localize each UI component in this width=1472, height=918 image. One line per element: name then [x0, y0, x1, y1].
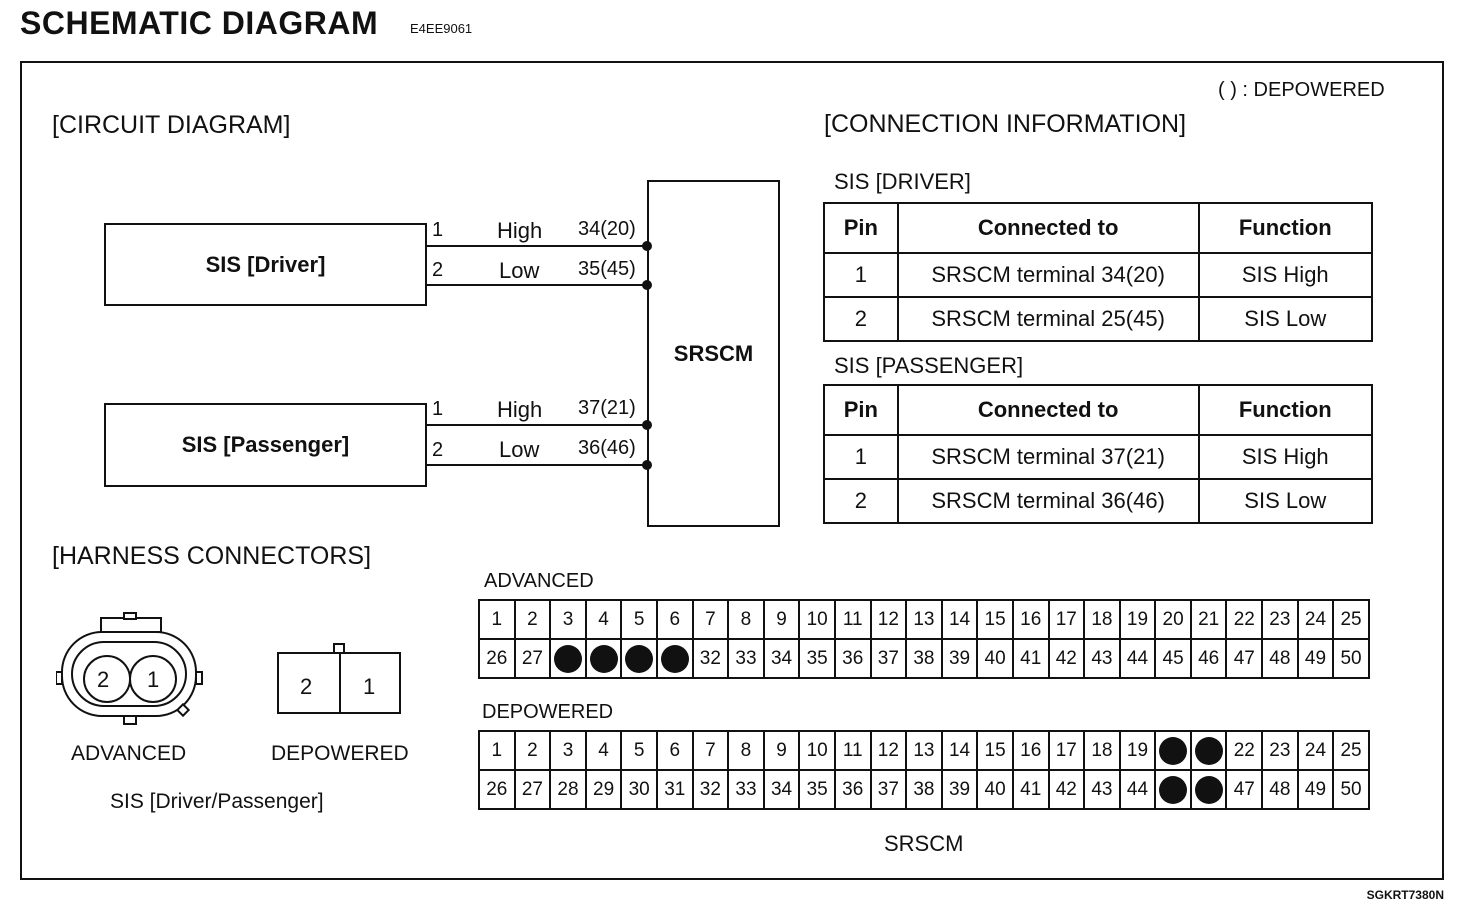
driver-table-title: SIS [DRIVER]: [834, 169, 971, 194]
pin-number: 40: [984, 778, 1006, 800]
header-function: Function: [1199, 203, 1372, 253]
pin-cell: [621, 731, 657, 770]
pin-number: 18: [1091, 608, 1113, 630]
pin-cell: [1298, 770, 1334, 809]
pin-number: 22: [1233, 739, 1255, 761]
pin-number: 44: [1126, 778, 1149, 800]
pin-cell: [764, 770, 800, 809]
cell-connected: SRSCM terminal 36(46): [898, 479, 1199, 523]
pin-cell: [1120, 731, 1156, 770]
pin-number: 24: [1304, 739, 1327, 761]
pin-cell: [906, 770, 942, 809]
pin-row: [479, 639, 1369, 678]
pin-number: 41: [1020, 778, 1042, 800]
document-code: E4EE9061: [410, 21, 473, 36]
header-pin: Pin: [824, 203, 898, 253]
driver-low-wire: [427, 284, 648, 286]
pin-cell: [764, 600, 800, 639]
pin-cell: [1262, 770, 1298, 809]
pin-cell: [1333, 770, 1369, 809]
pin-number: 16: [1020, 608, 1042, 630]
pin-number: 17: [1055, 608, 1077, 630]
depowered-pin-left: 2: [300, 674, 313, 699]
pin-cell: [1226, 639, 1262, 678]
depowered-grid-title: DEPOWERED: [482, 701, 614, 723]
pin-number: 10: [806, 739, 828, 761]
pin-cell: [1155, 600, 1191, 639]
pin-number: 15: [984, 739, 1006, 761]
cell-function: SIS High: [1199, 253, 1372, 297]
pin-cell: [1013, 731, 1049, 770]
pin-number: 7: [705, 608, 716, 630]
pin-cell: [1191, 600, 1227, 639]
pin-number: 30: [628, 778, 650, 800]
harness-connectors-heading: [HARNESS CONNECTORS]: [52, 542, 372, 570]
cell-function: SIS High: [1199, 435, 1372, 479]
passenger-high-label: High: [497, 397, 543, 422]
passenger-pin1: 1: [432, 398, 444, 420]
pin-cell: [1155, 639, 1191, 678]
used-pin-marker: [554, 645, 582, 673]
pin-cell: [1155, 770, 1191, 809]
advanced-connector-label: ADVANCED: [71, 742, 187, 765]
pin-number: 15: [984, 608, 1006, 630]
pin-number: 31: [664, 778, 686, 800]
passenger-high-junction: [642, 420, 652, 430]
pin-cell: [728, 600, 764, 639]
used-pin-marker: [625, 645, 653, 673]
pin-cell: [657, 731, 693, 770]
passenger-low-wire: [427, 464, 648, 466]
pin-number: 2: [527, 739, 538, 761]
pin-cell: [906, 639, 942, 678]
pin-cell: [693, 731, 729, 770]
pin-number: 10: [806, 608, 828, 630]
pin-cell: [906, 600, 942, 639]
pin-number: 13: [913, 739, 935, 761]
driver-connection-table: [823, 202, 1373, 342]
pin-cell: [621, 770, 657, 809]
pin-number: 38: [913, 778, 935, 800]
pin-number: 14: [948, 739, 971, 761]
pin-number: 29: [593, 778, 615, 800]
pin-number: 39: [948, 647, 971, 669]
pin-cell: [835, 731, 871, 770]
pin-number: 12: [877, 739, 899, 761]
pin-cell: [1191, 731, 1227, 770]
pin-cell: [621, 600, 657, 639]
pin-cell: [586, 600, 622, 639]
pin-cell: [1049, 639, 1085, 678]
pin-number: 26: [486, 647, 508, 669]
pin-cell: [1191, 770, 1227, 809]
pin-cell: [799, 600, 835, 639]
pin-number: 35: [806, 647, 828, 669]
advanced-pin-grid: [478, 599, 1370, 679]
pin-number: 8: [740, 608, 752, 630]
driver-pin1: 1: [432, 219, 444, 241]
pin-number: 12: [877, 608, 899, 630]
pin-cell: [728, 731, 764, 770]
pin-cell: [1262, 731, 1298, 770]
pin-cell: [515, 600, 551, 639]
driver-high-terminal: 34(20): [578, 218, 636, 240]
pin-cell: [871, 600, 907, 639]
pin-cell: [871, 731, 907, 770]
passenger-connection-table: [823, 384, 1373, 524]
footer-code: SGKRT7380N: [1366, 888, 1444, 902]
driver-pin2: 2: [432, 259, 444, 281]
pin-cell: [479, 600, 515, 639]
pin-cell: [728, 770, 764, 809]
pin-number: 27: [521, 647, 543, 669]
pin-cell: [1226, 731, 1262, 770]
srscm-grid-label: SRSCM: [884, 831, 964, 856]
pin-cell: [1120, 770, 1156, 809]
page-title: SCHEMATIC DIAGRAM: [20, 5, 379, 41]
pin-cell: [1298, 731, 1334, 770]
pin-number: 49: [1304, 647, 1327, 669]
pin-cell: [977, 639, 1013, 678]
used-pin-marker: [590, 645, 618, 673]
pin-cell: [479, 731, 515, 770]
used-pin-marker: [1195, 737, 1223, 765]
pin-number: 1: [491, 608, 503, 630]
pin-number: 22: [1233, 608, 1255, 630]
pin-cell: [657, 770, 693, 809]
pin-number: 16: [1020, 739, 1042, 761]
pin-cell: [657, 639, 693, 678]
pin-number: 28: [557, 778, 579, 800]
table-row: [824, 253, 1372, 297]
pin-cell: [942, 770, 978, 809]
passenger-table-title: SIS [PASSENGER]: [834, 353, 1024, 378]
cell-connected: SRSCM terminal 37(21): [898, 435, 1199, 479]
pin-number: 18: [1091, 739, 1113, 761]
driver-high-junction: [642, 241, 652, 251]
pin-number: 33: [735, 778, 757, 800]
pin-number: 47: [1233, 647, 1255, 669]
pin-cell: [942, 639, 978, 678]
driver-low-label: Low: [499, 258, 540, 283]
header-pin: Pin: [824, 385, 898, 435]
pin-number: 48: [1269, 647, 1291, 669]
header-connected: Connected to: [898, 203, 1199, 253]
passenger-low-terminal: 36(46): [578, 437, 636, 459]
pin-number: 4: [598, 739, 609, 761]
advanced-pin-left: 2: [97, 667, 110, 692]
pin-cell: [764, 731, 800, 770]
passenger-low-label: Low: [499, 437, 540, 462]
passenger-pin2: 2: [432, 439, 444, 461]
depowered-pin-grid: [478, 730, 1370, 810]
pin-number: 34: [770, 778, 793, 800]
pin-number: 9: [776, 739, 787, 761]
pin-cell: [1262, 639, 1298, 678]
pin-number: 36: [842, 778, 864, 800]
pin-cell: [1120, 639, 1156, 678]
pin-cell: [693, 770, 729, 809]
pin-number: 6: [669, 739, 681, 761]
pin-cell: [586, 770, 622, 809]
pin-number: 43: [1091, 647, 1113, 669]
pin-number: 19: [1126, 739, 1149, 761]
pin-number: 3: [562, 739, 574, 761]
pin-number: 11: [842, 608, 863, 630]
pin-number: 35: [806, 778, 828, 800]
depowered-connector-latch: [333, 643, 345, 652]
pin-cell: [942, 731, 978, 770]
circuit-diagram-heading: [CIRCUIT DIAGRAM]: [52, 111, 291, 139]
srscm-box: SRSCM: [647, 180, 780, 527]
pin-cell: [1191, 639, 1227, 678]
pin-cell: [1298, 600, 1334, 639]
pin-number: 38: [913, 647, 935, 669]
pin-number: 23: [1269, 739, 1291, 761]
pin-cell: [479, 770, 515, 809]
cell-pin: 1: [824, 253, 898, 297]
pin-number: 42: [1055, 647, 1077, 669]
pin-number: 26: [486, 778, 508, 800]
pin-number: 45: [1162, 647, 1184, 669]
pin-cell: [1049, 770, 1085, 809]
pin-cell: [977, 731, 1013, 770]
used-pin-marker: [661, 645, 689, 673]
header-function: Function: [1199, 385, 1372, 435]
pin-cell: [799, 639, 835, 678]
header-connected: Connected to: [898, 385, 1199, 435]
pin-cell: [1049, 600, 1085, 639]
pin-number: 40: [984, 647, 1006, 669]
pin-cell: [1013, 770, 1049, 809]
pin-number: 20: [1162, 608, 1184, 630]
cell-pin: 1: [824, 435, 898, 479]
pin-cell: [1120, 600, 1156, 639]
passenger-high-terminal: 37(21): [578, 397, 636, 419]
pin-number: 24: [1304, 608, 1327, 630]
pin-number: 36: [842, 647, 864, 669]
pin-number: 5: [633, 739, 645, 761]
pin-cell: [799, 770, 835, 809]
pin-cell: [693, 639, 729, 678]
pin-cell: [835, 770, 871, 809]
pin-number: 13: [913, 608, 935, 630]
depowered-legend: ( ) : DEPOWERED: [1218, 79, 1385, 101]
cell-connected: SRSCM terminal 25(45): [898, 297, 1199, 341]
pin-cell: [835, 600, 871, 639]
pin-number: 11: [842, 739, 863, 761]
driver-low-junction: [642, 280, 652, 290]
pin-cell: [657, 600, 693, 639]
connection-info-heading: [CONNECTION INFORMATION]: [824, 110, 1187, 138]
sis-passenger-box: SIS [Passenger]: [104, 403, 427, 487]
pin-cell: [586, 731, 622, 770]
pin-cell: [871, 639, 907, 678]
sis-driver-box: SIS [Driver]: [104, 223, 427, 306]
used-pin-marker: [1195, 776, 1223, 804]
pin-cell: [977, 600, 1013, 639]
pin-cell: [1084, 639, 1120, 678]
pin-cell: [550, 639, 586, 678]
pin-number: 37: [877, 647, 899, 669]
pin-number: 14: [948, 608, 971, 630]
cell-connected: SRSCM terminal 34(20): [898, 253, 1199, 297]
pin-cell: [1013, 600, 1049, 639]
pin-number: 41: [1020, 647, 1042, 669]
pin-cell: [1262, 600, 1298, 639]
pin-number: 46: [1198, 647, 1220, 669]
pin-cell: [1333, 731, 1369, 770]
pin-number: 37: [877, 778, 899, 800]
depowered-connector-divider: [339, 652, 341, 714]
pin-cell: [1155, 731, 1191, 770]
pin-row: [479, 600, 1369, 639]
pin-number: 33: [735, 647, 757, 669]
pin-number: 25: [1340, 608, 1362, 630]
sis-connector-label: SIS [Driver/Passenger]: [110, 790, 324, 813]
pin-number: 1: [491, 739, 503, 761]
pin-cell: [550, 600, 586, 639]
pin-number: 9: [776, 608, 787, 630]
pin-number: 5: [633, 608, 645, 630]
pin-row: [479, 770, 1369, 809]
pin-number: 48: [1269, 778, 1291, 800]
pin-number: 21: [1198, 608, 1220, 630]
used-pin-marker: [1159, 776, 1187, 804]
pin-cell: [1049, 731, 1085, 770]
advanced-connector-icon: [56, 612, 206, 727]
pin-cell: [1298, 639, 1334, 678]
pin-cell: [871, 770, 907, 809]
pin-cell: [1226, 770, 1262, 809]
driver-high-label: High: [497, 218, 543, 243]
pin-number: 19: [1126, 608, 1149, 630]
pin-cell: [1084, 731, 1120, 770]
pin-cell: [550, 731, 586, 770]
pin-cell: [1226, 600, 1262, 639]
pin-cell: [1084, 770, 1120, 809]
pin-number: 50: [1340, 778, 1362, 800]
table-row: [824, 435, 1372, 479]
pin-cell: [764, 639, 800, 678]
pin-cell: [799, 731, 835, 770]
used-pin-marker: [1159, 737, 1187, 765]
pin-number: 32: [699, 778, 721, 800]
pin-number: 50: [1340, 647, 1362, 669]
pin-cell: [693, 600, 729, 639]
pin-cell: [1333, 639, 1369, 678]
pin-row: [479, 731, 1369, 770]
table-row: [824, 479, 1372, 523]
pin-number: 8: [740, 739, 752, 761]
pin-number: 6: [669, 608, 681, 630]
pin-number: 34: [770, 647, 793, 669]
cell-pin: 2: [824, 479, 898, 523]
pin-number: 2: [527, 608, 538, 630]
pin-number: 3: [562, 608, 574, 630]
driver-high-wire: [427, 245, 648, 247]
pin-number: 49: [1304, 778, 1327, 800]
cell-pin: 2: [824, 297, 898, 341]
pin-number: 47: [1233, 778, 1255, 800]
cell-function: SIS Low: [1199, 479, 1372, 523]
pin-number: 27: [521, 778, 543, 800]
driver-low-terminal: 35(45): [578, 258, 636, 280]
depowered-pin-right: 1: [363, 674, 376, 699]
passenger-low-junction: [642, 460, 652, 470]
cell-function: SIS Low: [1199, 297, 1372, 341]
pin-number: 32: [699, 647, 721, 669]
pin-cell: [515, 770, 551, 809]
table-row: [824, 297, 1372, 341]
pin-number: 25: [1340, 739, 1362, 761]
advanced-grid-title: ADVANCED: [484, 570, 594, 592]
pin-number: 44: [1126, 647, 1149, 669]
pin-cell: [1013, 639, 1049, 678]
depowered-connector-label: DEPOWERED: [271, 742, 409, 765]
pin-cell: [515, 731, 551, 770]
pin-number: 7: [705, 739, 716, 761]
pin-cell: [1084, 600, 1120, 639]
pin-number: 39: [948, 778, 971, 800]
pin-cell: [479, 639, 515, 678]
pin-number: 42: [1055, 778, 1077, 800]
pin-number: 23: [1269, 608, 1291, 630]
pin-number: 4: [598, 608, 609, 630]
pin-cell: [621, 639, 657, 678]
passenger-high-wire: [427, 424, 648, 426]
pin-cell: [1333, 600, 1369, 639]
pin-number: 43: [1091, 778, 1113, 800]
pin-cell: [906, 731, 942, 770]
advanced-pin-right: 1: [147, 667, 160, 692]
pin-cell: [728, 639, 764, 678]
pin-cell: [515, 639, 551, 678]
pin-cell: [586, 639, 622, 678]
pin-cell: [942, 600, 978, 639]
pin-number: 17: [1055, 739, 1077, 761]
pin-cell: [550, 770, 586, 809]
pin-cell: [835, 639, 871, 678]
pin-cell: [977, 770, 1013, 809]
